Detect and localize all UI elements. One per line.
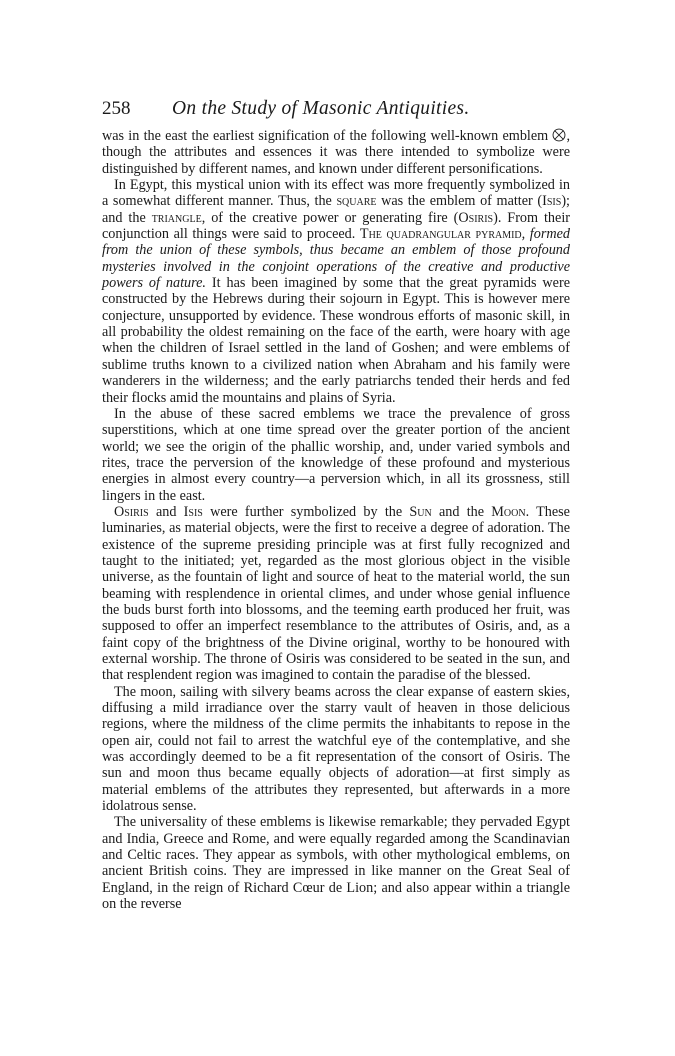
text-run: , formed from the union of these symbols, thus became an emblem of those profound mysteries involved in the conjoint operations of the creative and productive powers of nature. [102,226,570,292]
text-run: The universality of these emblems is likewise remarkable; they pervaded Egypt and India, Greece and Rome, and were equally regarded among the Scandinavian and Celtic races. They appear as symbols, with other mythological emblems, on ancient British coins. They are impressed in like manner on the Great Seal of England, in the reign of Richard Cœur de Lion; and also appear within a triangle on the reverse [102,814,570,913]
paragraph [102,128,570,177]
text-run: Isis [542,193,562,210]
text-run: The moon, sailing with silvery beams across the clear expanse of eastern skies, diffusing a mild irradiance over the starry vault of heaven in those delicious regions, where the mildness of the clime permits the inhabitants to repose in the open air, could not fail to arrest the watchful eye of the contemplative, and she was accordingly deemed to be a fit representation of the consort of Osiris. The sun and moon thus became equally objects of adoration—at first simply as material emblems of the attributes they represented, but afterwards in a more idolatrous sense. [102,683,570,815]
text-run: was in the east the earliest signification of the following well-known emblem [102,128,553,144]
text-run: Sun [409,503,432,520]
text-run: , of the creative power or generating fire ( [201,209,459,226]
page-header [102,98,570,124]
text-run: and the [431,503,492,520]
text-run: and [148,503,184,520]
text-run: were further symbolized by the [202,503,410,520]
paragraph [102,177,570,406]
paragraph [102,814,570,912]
text-run: Moon [491,503,526,520]
text-run: , though the attributes and essences it was there intended to symbolize were distinguished by different names, and known under different personifications. [102,128,570,177]
body-text [102,128,570,913]
text-run: triangle [151,209,202,226]
page-number: 258 [102,98,131,119]
text-run: In Egypt, this mystical union with its effect was more frequently symbolized in a somewhat different manner. Thus, the [102,177,570,210]
circled-cross-symbol-icon [552,128,566,142]
text-run: The quadrangular pyramid [359,226,522,243]
text-run: It has been imagined by some that the great pyramids were constructed by the Hebrews during their sojourn in Egypt. This is however mere conjecture, unsupported by evidence. These wondrous efforts of masonic skill, in all probability the oldest remaining on the face of the earth, were hoary with age when the children of Israel settled in the land of Goshen; and were emblems of sublime truths known to a civilized nation when Abraham and his family were wanderers in the wilderness; and the early patriarchs tended their herds and fed their flocks amid the mountains and plains of Syria. [102,275,570,406]
paragraph [102,684,570,815]
paragraph [102,406,570,504]
paragraph [102,504,570,684]
text-run: was the emblem of matter ( [376,193,543,210]
book-page [102,98,570,913]
text-run: ). From their conjunction all things were said to proceed. [102,209,570,243]
text-run: In the abuse of these sacred emblems we trace the prevalence of gross superstitions, which at one time spread over the greater portion of the ancient world; we see the origin of the phallic worship, and, under varied symbols and rites, trace the perversion of the knowledge of these profound and mysterious energies in almost every country—a perversion which, in all its grossness, still lingers in the east. [102,405,570,504]
text-run: square [336,193,377,210]
running-title: On the Study of Masonic Antiquities. [172,98,470,119]
text-run: Isis [183,503,203,520]
text-run: Osiris [114,503,149,520]
text-run: . These luminaries, as material objects, were the first to receive a degree of adoration. The existence of the supreme presiding principle was at first fully recognized and taught to the initiated; yet, regarded as the most glorious object in the visible universe, as the fountain of light and source of heat to the material world, the sun beaming with resplendence in oriental climes, and under whose genial influence the buds burst forth into blossoms, and the teeming earth produced her fruit, was supposed to offer an imperfect resemblance to the attributes of Osiris, and, as a faint copy of the brightness of the Divine original, worthy to be honoured with external worship. The throne of Osiris was considered to be seated in the sun, and that resplendent region was imagined to contain the paradise of the blessed. [102,503,570,684]
text-run: ); and the [102,193,570,226]
text-run: Osiris [458,209,494,226]
